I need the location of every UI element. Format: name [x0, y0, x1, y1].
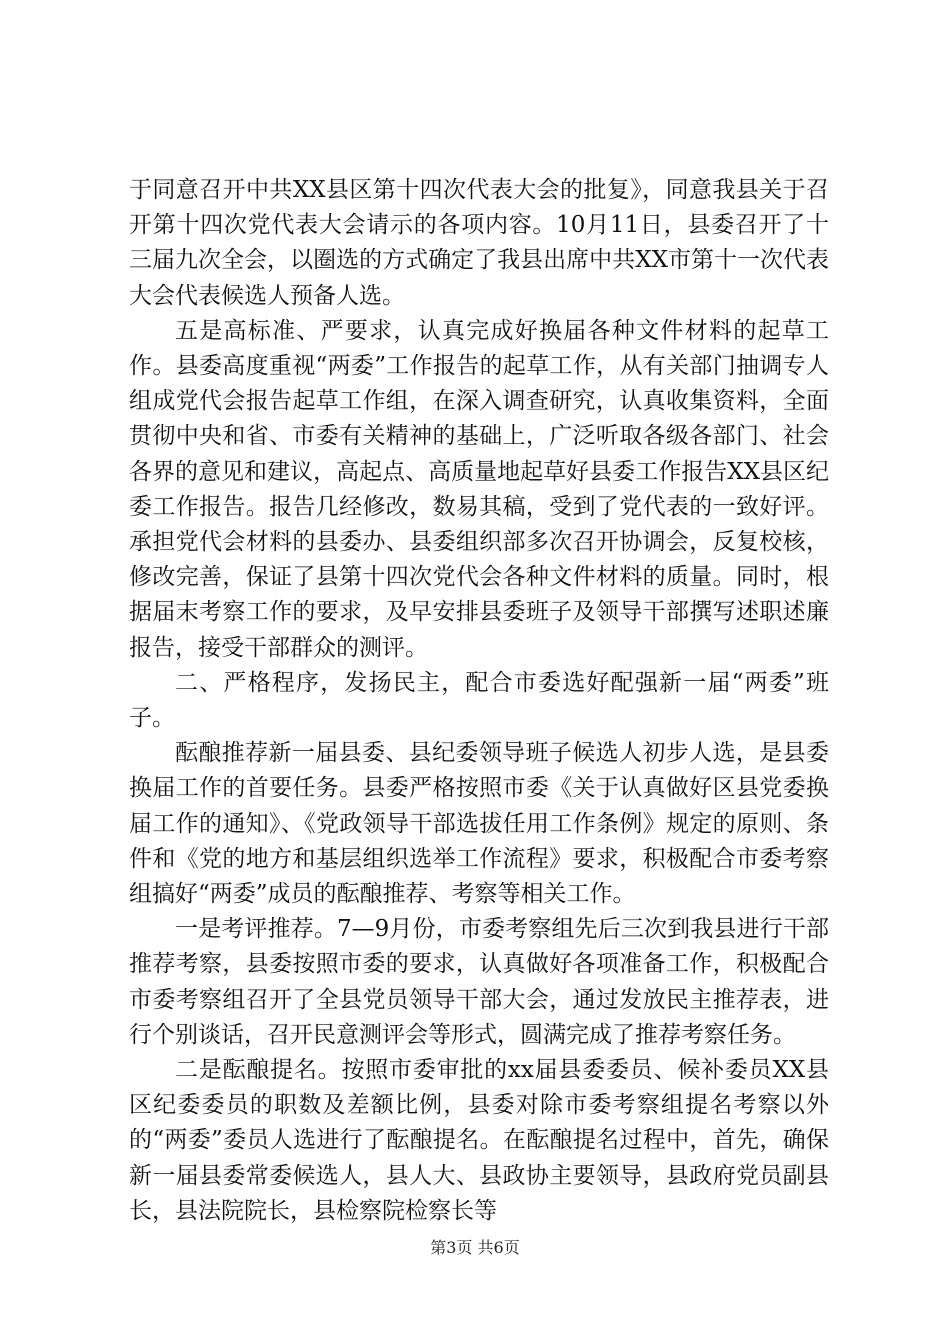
paragraph-5: 一是考评推荐。7—9月份，市委考察组先后三次到我县进行干部推荐考察，县委按照市委的要求，认真做好各项准备工作，积极配合市委考察组召开了全县党员领导干部大会，通过发放民主推荐表，进行个别谈话，召开民意测评会等形式，圆满完成了推荐考察任务。 [129, 916, 829, 1048]
paragraph-6: 二是酝酿提名。按照市委审批的xx届县委委员、候补委员XX县区纪委委员的职数及差额比例，县委对除市委考察组提名考察以外的“两委”委员人选进行了酝酿提名。在酝酿提名过程中，首先，确保新一届县委常委候选人，县人大、县政协主要领导，县政府党员副县长，县法院院长，县检察院检察长等 [129, 1057, 829, 1224]
paragraph-1: 于同意召开中共XX县区第十四次代表大会的批复》，同意我县关于召开第十四次党代表大会请示的各项内容。10月11日，县委召开了十三届九次全会，以圈选的方式确定了我县出席中共XX市第十一次代表大会代表候选人预备人选。 [129, 177, 829, 309]
paragraph-3: 二、严格程序，发扬民主，配合市委选好配强新一届“两委”班子。 [129, 669, 829, 732]
page-footer: 第3页 共6页 [430, 1238, 520, 1257]
document-body [129, 173, 829, 1229]
paragraph-4: 酝酿推荐新一届县委、县纪委领导班子候选人初步人选，是县委换届工作的首要任务。县委严格按照市委《关于认真做好区县党委换届工作的通知》、《党政领导干部选拔任用工作条例》规定的原则、条件和《党的地方和基层组织选举工作流程》要求，积极配合市委考察组搞好“两委”成员的酝酿推荐、考察等相关工作。 [129, 740, 829, 908]
paragraph-2: 五是高标准、严要求，认真完成好换届各种文件材料的起草工作。县委高度重视“两委”工作报告的起草工作，从有关部门抽调专人组成党代会报告起草工作组，在深入调查研究，认真收集资料，全面贯彻中央和省、市委有关精神的基础上，广泛听取各级各部门、社会各界的意见和建议，高起点、高质量地起草好县委工作报告XX县区纪委工作报告。报告几经修改，数易其稿，受到了党代表的一致好评。承担党代会材料的县委办、县委组织部多次召开协调会，反复校核，修改完善，保证了县第十四次党代会各种文件材料的质量。同时，根据届末考察工作的要求，及早安排县委班子及领导干部撰写述职述廉报告，接受干部群众的测评。 [129, 317, 829, 661]
